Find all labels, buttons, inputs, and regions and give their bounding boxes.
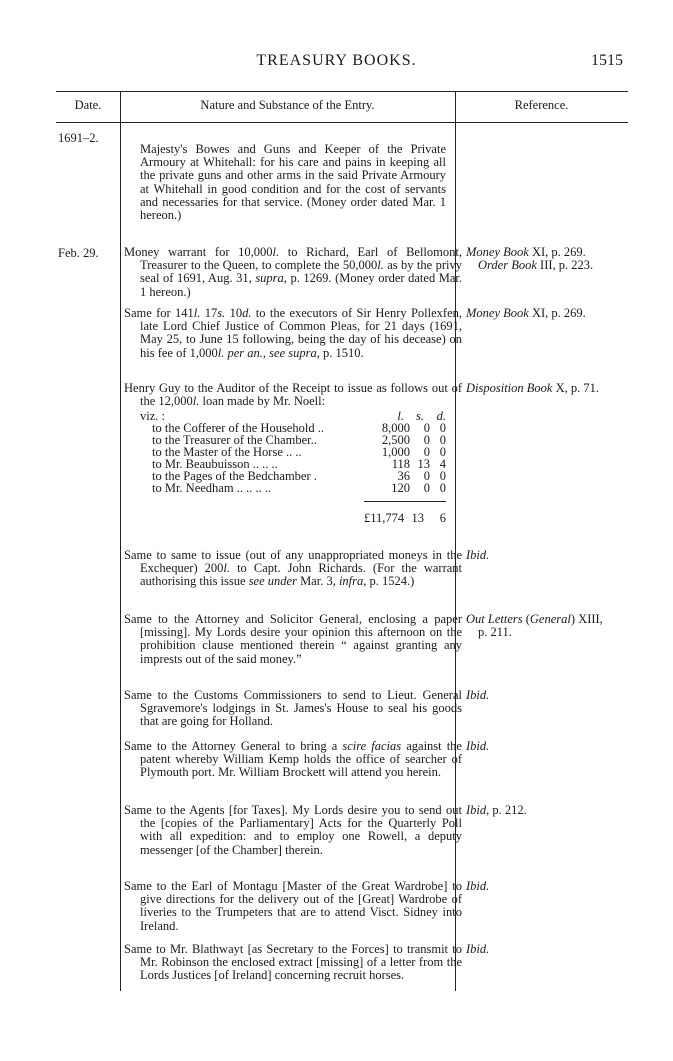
entry-reference: Money Book XI, p. 269. — [466, 306, 586, 320]
entry-reference: Ibid. — [466, 739, 490, 753]
table-header-rule — [56, 122, 628, 123]
entry-text: Same to the Attorney General to bring a scire facias against the patent whereby William Kemp holds the office of searcher of Plymouth port. Mr. William Brockett will attend you herein. — [124, 739, 462, 780]
unit-header-l: l. — [397, 409, 404, 423]
total-rule — [364, 501, 446, 502]
entry-date: Feb. 29. — [58, 246, 99, 260]
payment-pounds: 1,000 — [381, 445, 410, 460]
unit-header-s: s. — [416, 409, 424, 423]
entry-text: Same to the Customs Commissioners to send to Lieut. General Sgravemore's lodgings in St. James's House to seal his goods that are going for Holland. — [124, 688, 462, 729]
entry-reference: Ibid. — [466, 688, 490, 702]
payments-total — [364, 511, 446, 526]
column-header-reference: Reference. — [514, 98, 569, 112]
running-head — [0, 52, 673, 76]
column-header-date: Date. — [74, 98, 102, 112]
payment-pence: 0 — [439, 481, 446, 496]
payment-shillings: 0 — [423, 421, 430, 435]
entry-reference: Ibid. — [466, 548, 490, 562]
payment-payee: to Mr. Needham .. .. .. .. — [152, 481, 272, 496]
payment-pence: 0 — [439, 421, 446, 435]
viz-label: viz. : — [140, 409, 165, 423]
payment-payee: to the Pages of the Bedchamber . — [152, 469, 317, 484]
unit-header-d: d. — [436, 409, 446, 423]
entry-date: 1691–2. — [58, 131, 99, 145]
total-d: 6 — [439, 511, 446, 525]
payment-pence: 0 — [439, 433, 446, 448]
entry-reference: Disposition Book X, p. 71. — [466, 381, 599, 395]
entry-reference: Ibid, p. 212. — [466, 803, 527, 817]
payment-pence: 0 — [439, 469, 446, 484]
payment-payee: to the Treasurer of the Chamber.. — [152, 433, 317, 448]
payment-pounds: 118 — [391, 457, 410, 472]
payment-shillings: 0 — [423, 469, 430, 484]
payment-row — [124, 482, 446, 494]
payment-pounds: 2,500 — [381, 433, 410, 448]
entry-text: Same to the Attorney and Solicitor General, enclosing a paper [missing]. My Lords desire your opinion this afternoon on the prohibition clause mentioned therein “ against granting any imprests out of the said money.” — [124, 612, 462, 666]
payment-shillings: 0 — [423, 445, 430, 460]
table-top-rule — [56, 91, 628, 92]
payment-shillings: 0 — [423, 481, 430, 496]
payments-table — [124, 422, 446, 495]
payment-shillings: 0 — [423, 433, 430, 448]
payment-pence: 4 — [439, 457, 446, 472]
entry-text: Same to Mr. Blathwayt [as Secretary to the Forces] to transmit to Mr. Robinson the enclosed extract [missing] of a letter from the Lords Justices [of Ireland] concerning recruit horses. — [124, 942, 462, 983]
column-header-nature: Nature and Substance of the Entry. — [200, 98, 375, 112]
payment-shillings: 13 — [417, 457, 430, 472]
entry-text: Money warrant for 10,000l. to Richard, Earl of Bellomont, Treasurer to the Queen, to complete the 50,000l. as by the privy seal of 1691, Aug. 31, supra, p. 1269. (Money order dated Mar. 1 hereon.) — [124, 245, 462, 299]
payment-payee: to the Master of the Horse .. .. — [152, 445, 302, 460]
entry-text: Same to the Earl of Montagu [Master of the Great Wardrobe] to give directions for the delivery out of the [Great] Wardrobe of liveries to the Trumpeters that are to attend Visct. Sidney into Ireland. — [124, 879, 462, 933]
entry-reference: Out Letters (General) XIII, p. 211. — [466, 612, 603, 640]
payment-pounds: 120 — [391, 481, 410, 496]
entry-text: Same to same to issue (out of any unappropriated moneys in the Exchequer) 200l. to Capt. John Richards. (For the warrant authorising this issue see under Mar. 3, infra, p. 1524.) — [124, 548, 462, 589]
payment-pence: 0 — [439, 445, 446, 460]
payment-payee: to Mr. Beaubuisson .. .. .. — [152, 457, 278, 472]
page-number: 1515 — [591, 52, 623, 69]
payment-pounds: 36 — [397, 469, 410, 484]
payment-pounds: 8,000 — [381, 421, 410, 435]
entry-text: Same for 141l. 17s. 10d. to the executors of Sir Henry Pollexfen, late Lord Chief Justice of Common Pleas, for 21 days (1691, May 25, to June 15 following, being the day of his decease) on his fee of 1,000l. per an., see supra, p. 1510. — [124, 306, 462, 360]
payment-payee: to the Cofferer of the Household .. — [152, 421, 324, 435]
running-title: TREASURY BOOKS. — [256, 52, 417, 69]
total-s: 13 — [411, 511, 424, 525]
entry-text: Majesty's Bowes and Guns and Keeper of the Private Armoury at Whitehall: for his care and pains in keeping all the private guns and other arms in the said Private Armoury at Whitehall in good condition and for the cost of servants and necessaries for that service. (Money order dated Mar. 1 hereon.) — [140, 142, 446, 223]
entry-text: Same to the Agents [for Taxes]. My Lords desire you to send out the [copies of the Parliamentary] Acts for the Quarterly Poll with all expedition: and to employ one Rowell, a deputy messenger [of the Chamber] therein. — [124, 803, 462, 857]
entry-reference: Money Book XI, p. 269. Order Book III, p. 223. — [466, 245, 594, 273]
entry-reference: Ibid. — [466, 879, 490, 893]
entry-reference: Ibid. — [466, 942, 490, 956]
column-divider-date — [120, 91, 121, 991]
entry-text: Henry Guy to the Auditor of the Receipt to issue as follows out of the 12,000l. loan made by Mr. Noell: — [124, 381, 462, 409]
total-l: £11,774 — [364, 511, 405, 525]
